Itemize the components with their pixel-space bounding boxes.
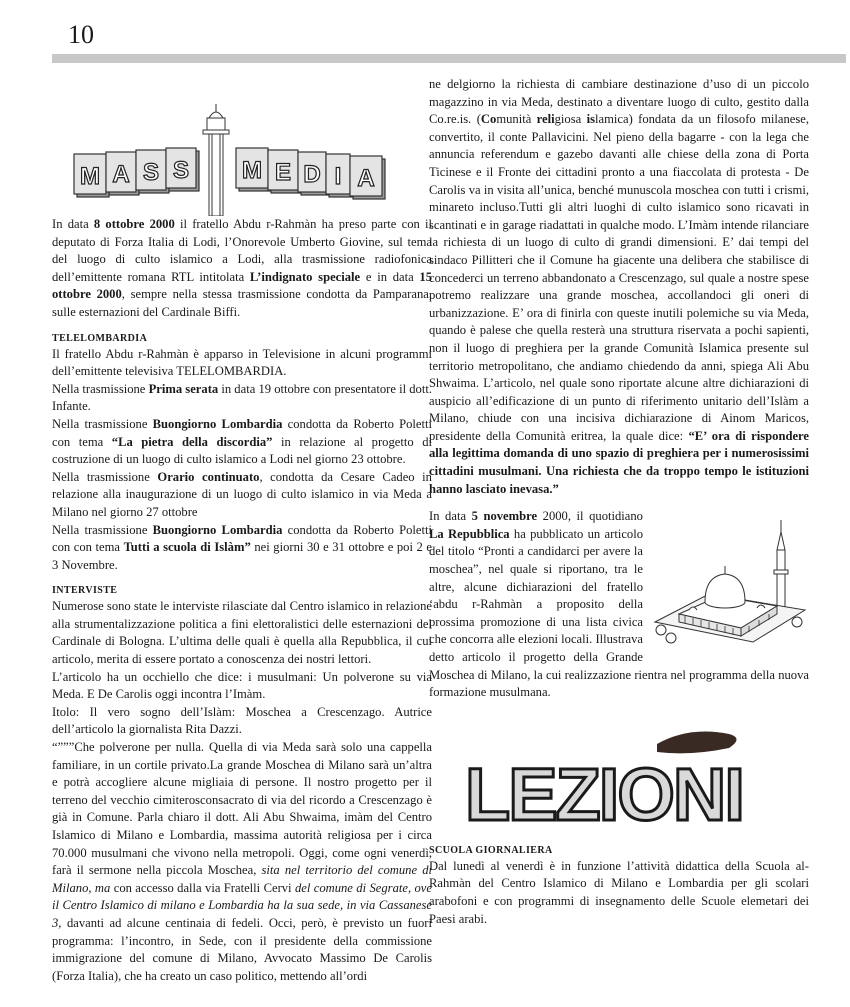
logo-letter-tile (350, 156, 385, 199)
paragraph: “”””Che polverone per nulla. Quella di via Meda sarà solo una cappella familiare, in un cortile privato.La grande Moschea di Milano sarà un’altra e potrà accogliere alcune migliaia di persone. Il nostro progetto per il terreno del vecchio cimiterosconsacrato di via del ricordo a Crescenzago è già in Comune. Parla chiaro il dott. Ali Abu Shwaima, imàm del Centro Islamico di Milano e Lombardia, massima autorità religiosa per i circa 70.000 musulmani che vivono nella metropoli. Oggi, come ogni venerdì, farà il sermone nella piccola Moschea, sita nel territorio del comune di Milano, ma con accesso dalla via Fratelli Cervi del comune di Segrate, ove il Centro Islamico di milano e Lombardia ha la sua sede, in via Cassanese 3, davanti ad alcune centinaia di fedeli. Occi, però, è previsto un fuori programma: l’incontro, in Sede, con il presidente della commissione immigrazione del comune di Milano, Avvocato Massimo De Carolis (Forza Italia), che ha creato un caso politico, mettendo all’ordi (52, 740, 432, 983)
paragraph: Nella trasmissione Orario continuato, condotta da Cesare Cadeo in relazione alla inaugurazione di un luogo di culto islamico in via Meda a Milano nel giorno 27 ottobre (52, 469, 432, 519)
scuola-paragraph: Dal lunedì al venerdì è in funzione l’attività didattica della Scuola al-Rahmàn del Centro Islamico di Milano e Lombardia per gli scolari arabofoni e con programmi di insegnamento delle Scuole elemetari dei Paesi arabi. (429, 858, 809, 926)
page-number: 10 (68, 20, 94, 49)
logo-letter-tile (166, 148, 199, 191)
svg-text:A: A (357, 165, 375, 192)
lezioni-logo (429, 724, 809, 834)
svg-text:A: A (112, 161, 130, 188)
left-column (52, 76, 432, 985)
svg-text:LEZIONI: LEZIONI (465, 752, 743, 834)
svg-text:S: S (142, 159, 160, 186)
logo-letter-tile (136, 150, 169, 193)
repubblica-paragraph: In data 5 novembre 2000, il quotidiano La Repubblica ha pubblicato un articolo del titolo “Pronti a candidarci per avere la moschea”, nel quale si riportano, tra le altre, alcune dichiarazioni del fratello ‘abdu r-Rahmàn a proposito della prossima promozione di una lista civica che concorra alle elezioni locali. Illustrava detto articolo il progetto della Grande Moschea di Milano, la cui realizzazione rientra nel programma della nuova formazione musulmana. (429, 509, 809, 700)
svg-text:E: E (274, 159, 292, 186)
paragraph: Nella trasmissione Buongiorno Lombardia condotta da Roberto Poletti con con tema Tutti a scuola di Islàm” nei giorni 30 e 31 ottobre e poi 2 e 3 Novembre. (52, 522, 432, 572)
logo-letter-tile (74, 154, 109, 197)
paragraph: Itolo: Il vero sogno dell’Islàm: Moschea a Crescenzago. Autrice dell’articolo la giornalista Rita Dazzi. (52, 704, 432, 737)
paragraph: Il fratello Abdu r-Rahmàn è apparso in Televisione in alcuni programmi dell’emittente televisiva TELELOMBARDIA. (52, 346, 432, 379)
header-rule (52, 54, 846, 63)
telelombardia-section (52, 346, 432, 575)
svg-text:S: S (172, 157, 190, 184)
paragraph: Nella trasmissione Buongiorno Lombardia condotta da Roberto Poletti con tema “La pietra della discordia” in relazione al progetto di costruzione di un luogo di culto islamico a Lodi nel giorno 23 ottobre. (52, 416, 432, 467)
paragraph: L’articolo ha un occhiello che dice: i musulmani: Un polverone su via Meda. E De Carolis oggi incontra l’Imàm. (52, 669, 432, 702)
mass-media-logo (52, 76, 432, 216)
article-continuation: ne delgiorno la richiesta di cambiare destinazione d’uso di un piccolo magazzino in via Meda, destinato a diventare luogo di culto, gestito dalla Co.re.is. (Comunità religiosa islamica) fondata da un filosofo milanese, convertito, il conte Pallavicini. Nel pieno della bagarre - con la lega che annuncia referendum e gazebo davanti alle chiese della zona di Porta Ticinese e il Fronte dei cittadini pronto a una fiaccolata di protesta - De Carolis va in visita all’unica, benché munuscola moschea con tutti i crismi, minareto incluso.Tutti gli altri luoghi di culto islamico sono ricavati in scantinati e in garage riadattati in qualche modo. L’Imàm intende rilanciare la richiesta di un luogo di culto di grandi dimensioni. E’ dai tempi del sindaco Pillitteri che il Comune ha giacente una delibera che stabilisce di concederci un terreno abbandonato a Crescenzago, sul quale a nostre spese potremo realizzare una grande moschea, accollandoci gli oneri di urbanizzazione. E’ ora di finirla con queste inutili polemiche su via Meda, quando è palese che quella resterà una struttura riservata a pochi sapienti, non il luogo di preghiera per la grande Comunità Islamica presente sul territorio metropolitano, che andiamo chiedendo da anni, spiega Ali Abu Shwaima. L’articolo, nel quale sono riportate alcune altre dichiarazioni di auspicio all’edificazione di un punto di riferimento unitario dell’Islàm a Milano, chiude con una incisiva dichiarazione di Ainom Maricos, presidente della Comunità eritrea, la quale dice: “E’ ora di rispondere alla legittima domanda di uno spazio di preghiera per i numerosissimi cittadini musulmani. Una richiesta che da troppo tempo le istituzioni hanno lasciato inevasa.” (429, 77, 809, 496)
svg-text:M: M (80, 163, 100, 190)
svg-text:D: D (303, 161, 321, 188)
paragraph: Numerose sono state le interviste rilasciate dal Centro islamico in relazione alla strumentalizzazione politica a fini elettoralistici delle esternazioni del Cardinale di Bologna. L’ultima delle quali è quella alla Repubblica, il cui articolo, merita di essere portato a conoscenza dei nostri lettori. (52, 599, 432, 667)
logo-letter-tile (298, 152, 329, 195)
logo-letter-tile (106, 152, 139, 195)
heading-scuola: SCUOLA GIORNALIERA (429, 844, 553, 856)
interviste-section (52, 598, 432, 985)
right-column (429, 76, 809, 928)
heading-interviste: INTERVISTE (52, 585, 118, 597)
logo-letter-tile (236, 148, 271, 191)
svg-text:I: I (334, 163, 342, 190)
logo-letter-tile (268, 150, 301, 193)
paragraph: Nella trasmissione Prima serata in data 19 ottobre con presentatore il dott. Infante. (52, 381, 432, 414)
svg-text:M: M (242, 157, 262, 184)
logo-letter-tile (326, 154, 353, 197)
minaret-icon (203, 104, 229, 216)
heading-telelombardia: TELELOMBARDIA (52, 332, 148, 344)
intro-paragraph: In data 8 ottobre 2000 il fratello Abdu r-Rahmàn ha preso parte con il deputato di Forza Italia di Lodi, l’Onorevole Umberto Giovine, sul tema del luogo di culto islamico a Lodi, alla trasmissione radiofonica dell’emittente romana RTL intitolata L’indignato speciale e in data 15 ottobre 2000, sempre nella stessa trasmissione condotta da Pamparana, sulle esternazioni del Cardinale Biffi. (52, 217, 432, 319)
mosque-illustration (649, 510, 811, 660)
